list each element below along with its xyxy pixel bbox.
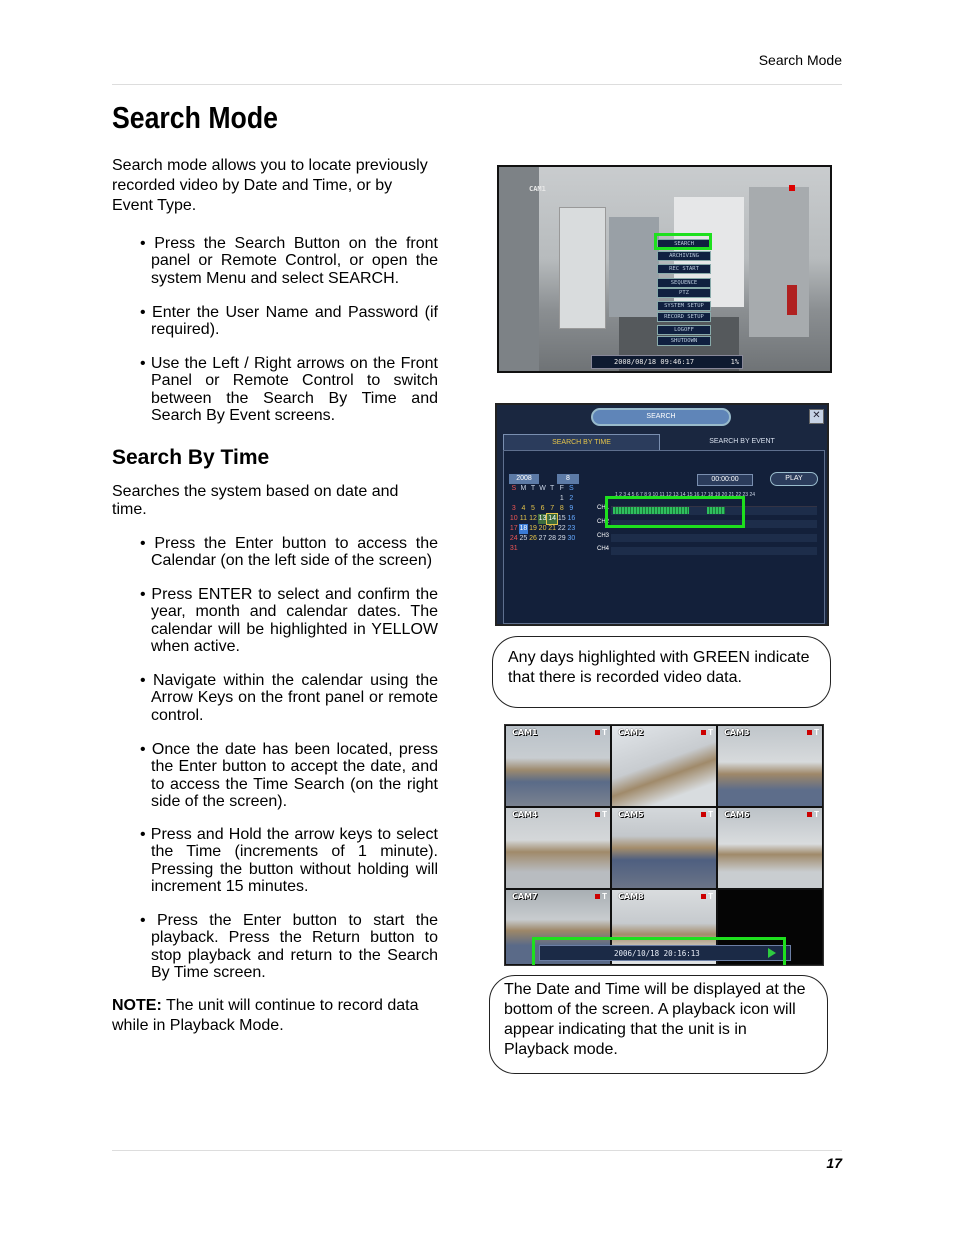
menu-item-rec-start[interactable]: REC START (657, 264, 711, 274)
menu-item-ptz[interactable]: PTZ (657, 288, 711, 298)
recording-highlight-box (605, 496, 745, 528)
intro-paragraph: Search mode allows you to locate previously recorded video by Date and Time, or by Event Type. (112, 157, 428, 214)
menu-item-system-setup[interactable]: SYSTEM SETUP (657, 301, 711, 311)
note-paragraph: NOTE: The unit will continue to record data while in Playback Mode. (112, 997, 419, 1034)
bullet-item: • Press the Enter button to start the playback. Press the Return button to stop playback and return to the Search By Time screen. (140, 912, 438, 981)
status-bar: 2008/08/18 09:46:17 1% (591, 355, 743, 369)
play-button[interactable]: PLAY (770, 472, 818, 486)
hour-scale: 1 2 3 4 5 6 7 8 9 10 11 12 13 14 15 16 17 18 19 20 21 22 23 24 (615, 492, 756, 498)
year-field[interactable]: 2008 (509, 474, 539, 484)
system-menu (657, 239, 713, 349)
running-title: Search Mode (758, 52, 842, 68)
camera-label: CAM1 (529, 185, 546, 193)
camera-tile: CAM1 T (506, 726, 610, 806)
bullet-item: • Enter the User Name and Password (if required). (140, 304, 438, 339)
playback-screenshot (504, 724, 824, 966)
close-icon[interactable]: ✕ (809, 409, 824, 424)
menu-item-shutdown[interactable]: SHUTDOWN (657, 336, 711, 346)
camera-tile: CAM5 T (612, 808, 716, 888)
time-field[interactable]: 00:00:00 (697, 474, 753, 486)
bullet-item: • Press the Enter button to access the Calendar (on the left side of the screen) (140, 535, 438, 570)
page-number: 17 (826, 1155, 842, 1171)
camera-tile: CAM7 T (506, 890, 610, 964)
calendar-weekdays: S M T W T F S (511, 485, 574, 492)
menu-item-archiving[interactable]: ARCHIVING (657, 251, 711, 261)
dvr-menu-screenshot (497, 165, 832, 373)
bullet-item: • Press ENTER to select and confirm the year, month and calendar dates. The calendar will be highlighted in YELLOW when active. (140, 586, 438, 655)
tab-search-by-time[interactable]: SEARCH BY TIME (503, 434, 660, 451)
menu-item-search[interactable]: SEARCH (657, 239, 711, 249)
playback-status-bar: 2006/10/18 20:16:13 (539, 945, 791, 961)
bullet-item: • Use the Left / Right arrows on the Front Panel or Remote Control to switch between the Search By Time and Search By Event screens. (140, 355, 438, 424)
status-highlight-box (532, 937, 786, 966)
camera-tile: CAM4 T (506, 808, 610, 888)
page-title: Search Mode (112, 100, 278, 135)
bullet-item: • Once the date has been located, press the Enter button to accept the date, and to access the Time Search (on the right side of the screen). (140, 741, 438, 810)
channel-timeline: CH1 CH2 CH3 CH4 (597, 505, 817, 559)
menu-item-logoff[interactable]: LOGOFF (657, 325, 711, 335)
tab-search-by-event[interactable]: SEARCH BY EVENT (709, 438, 775, 445)
record-icon (789, 185, 795, 191)
calendar-grid[interactable]: 1 2 3 4 5 6 7 8 9 10 11 12 13 14 15 16 17 18 19 20 21 22 23 24 25 26 27 28 29 30 31 (509, 495, 576, 552)
bullet-item: • Press the Search Button on the front panel or Remote Control, or open the system Menu and select SEARCH. (140, 235, 438, 287)
section-lead: Searches the system based on date and time. (112, 483, 399, 518)
header-divider (112, 84, 842, 85)
search-highlight-box (654, 233, 712, 250)
callout-box: The Date and Time will be displayed at the bottom of the screen. A playback icon will appear indicating that the unit is in Playback mode. (489, 975, 828, 1074)
search-title-pill: SEARCH (591, 408, 731, 426)
camera-tile: CAM2 T (612, 726, 716, 806)
camera-tile: CAM8 T (612, 890, 716, 964)
section-heading: Search By Time (112, 446, 270, 469)
footer-divider (112, 1150, 842, 1151)
bullet-item: • Navigate within the calendar using the Arrow Keys on the front panel or remote control. (140, 672, 438, 724)
menu-item-sequence[interactable]: SEQUENCE (657, 278, 711, 288)
camera-tile: CAM6 T (718, 808, 822, 888)
bullet-item: • Press and Hold the arrow keys to select the Time (increments of 1 minute). Pressing the button without holding will increment 15 minutes. (140, 826, 438, 895)
callout-box: Any days highlighted with GREEN indicate that there is recorded video data. (492, 636, 831, 708)
search-by-time-screenshot (495, 403, 829, 626)
camera-tile: CAM3 T (718, 726, 822, 806)
menu-item-record-setup[interactable]: RECORD SETUP (657, 312, 711, 322)
month-field[interactable]: 8 (557, 474, 579, 484)
